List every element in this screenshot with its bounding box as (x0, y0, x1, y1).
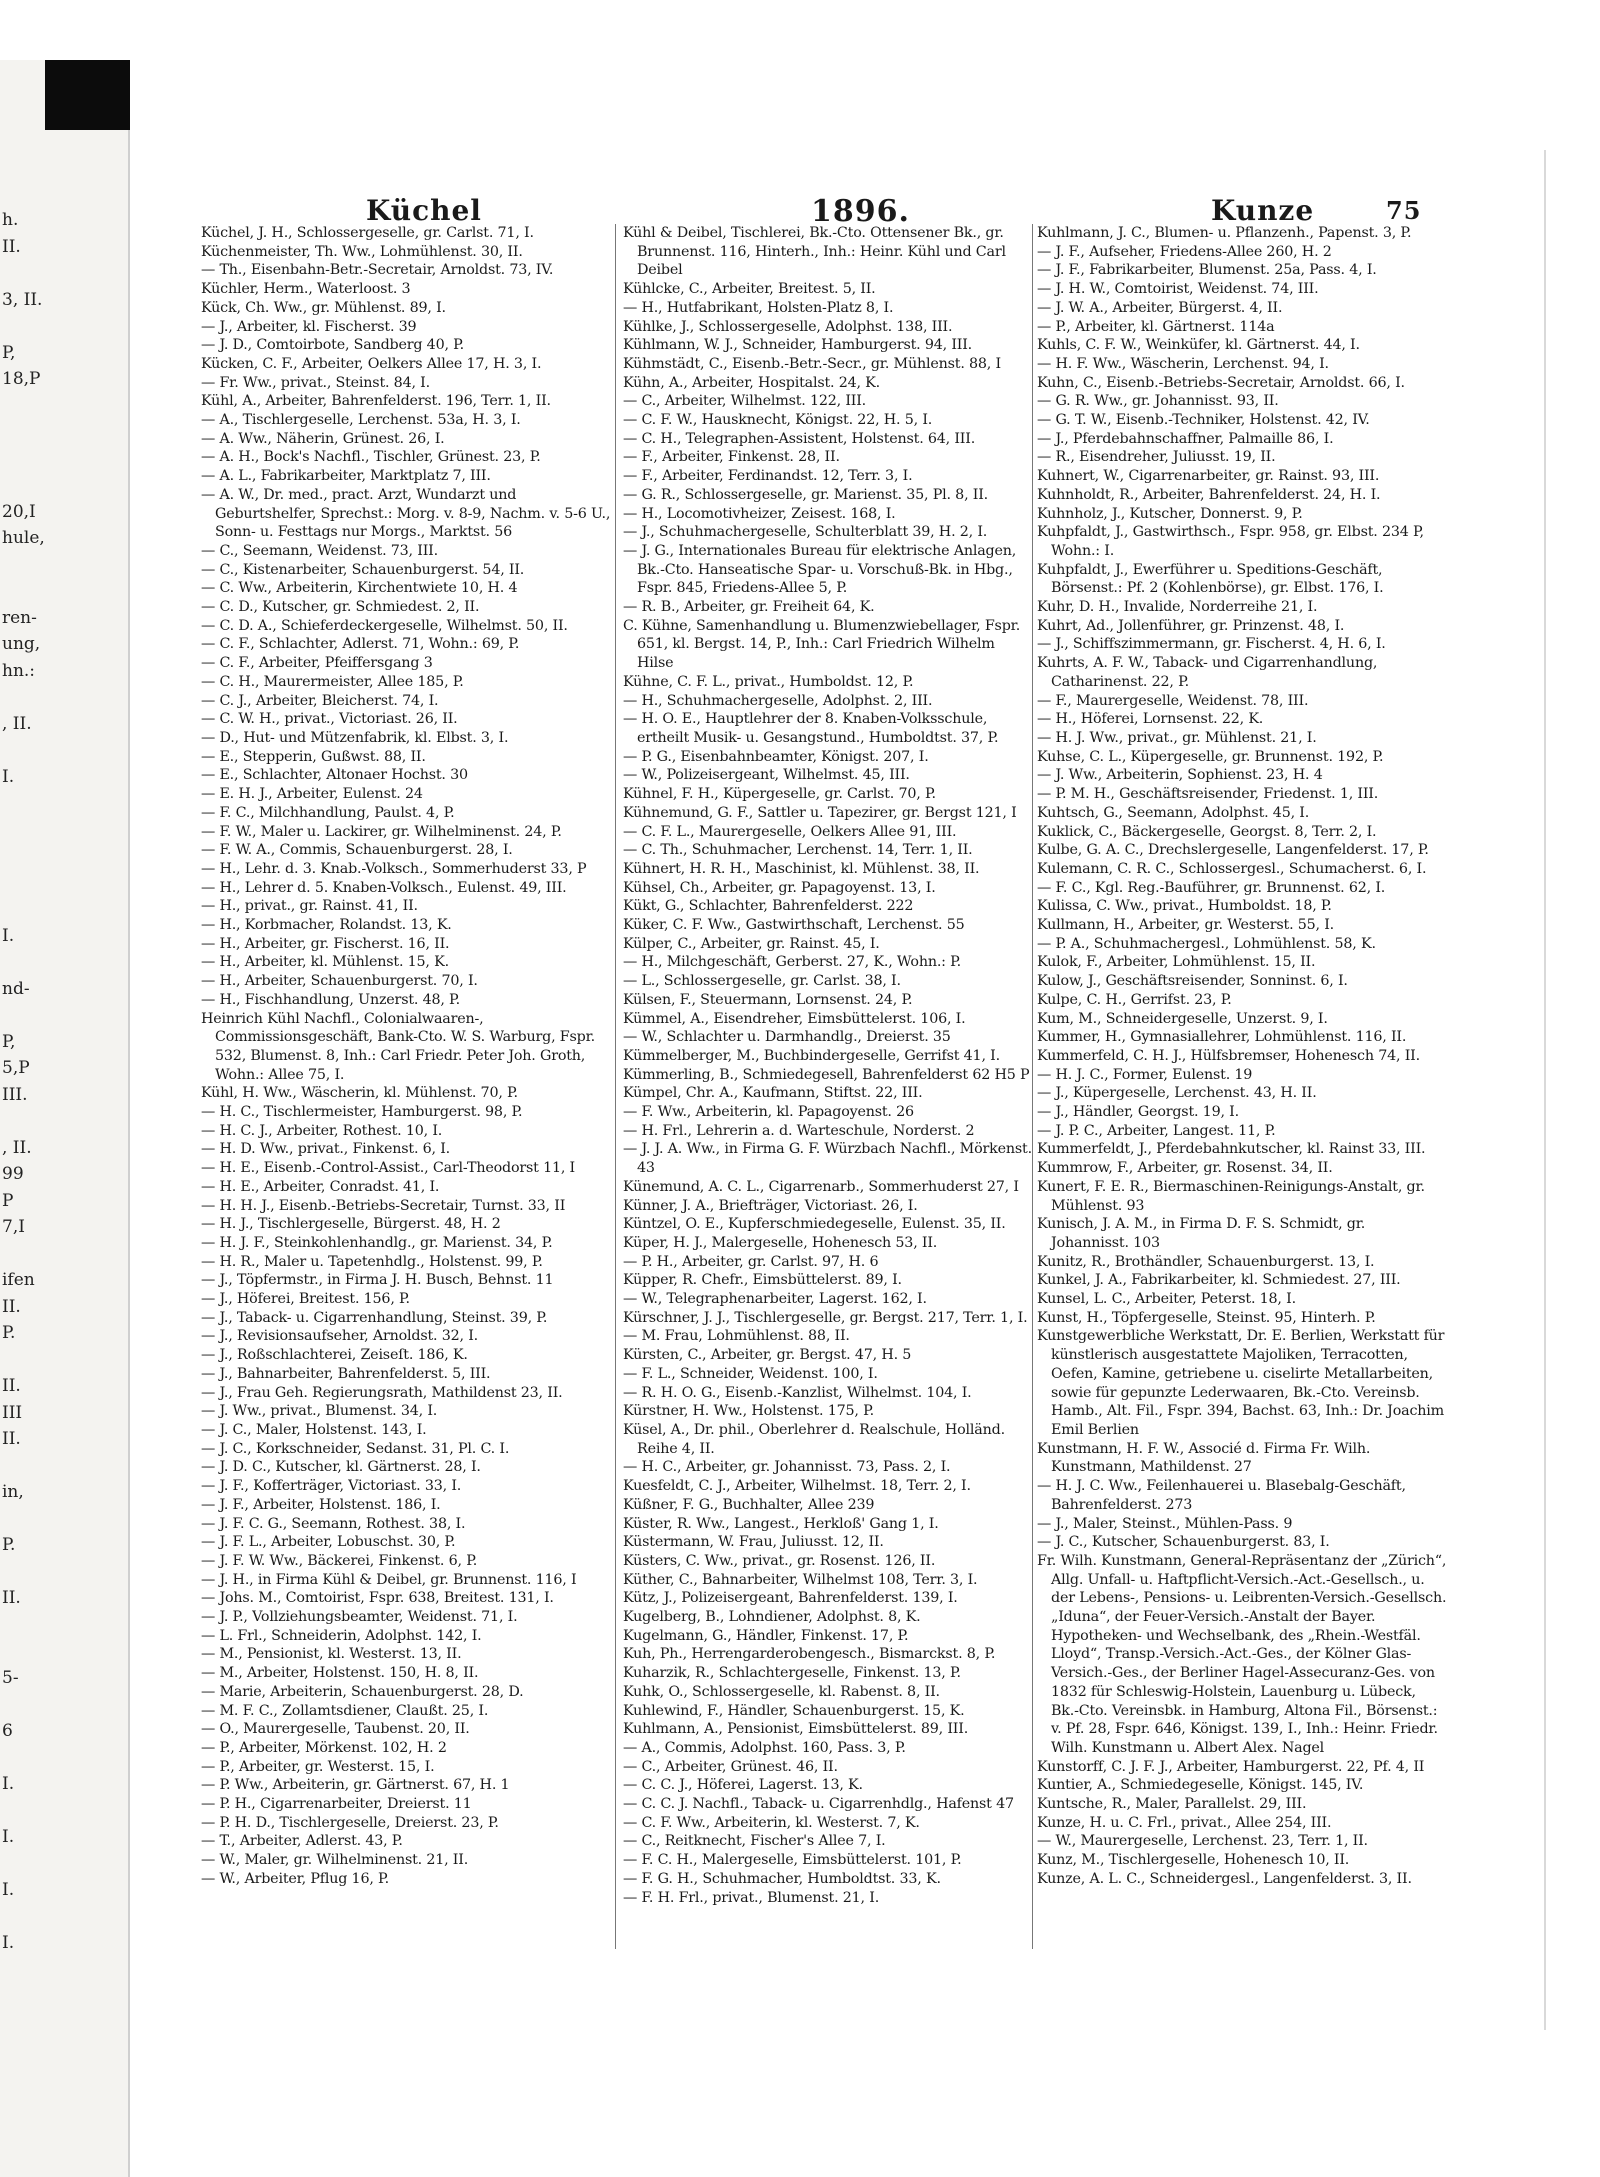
directory-entry: Kürstner, H. Ww., Holstenst. 175, P. (623, 1403, 874, 1420)
directory-entry: — P. H., Arbeiter, gr. Carlst. 97, H. 6 (623, 1253, 879, 1270)
left-page-fragment: II. (2, 236, 21, 257)
directory-entry: — C. F., Arbeiter, Pfeiffersgang 3 (201, 655, 433, 672)
directory-entry: Kuesfeldt, C. J., Arbeiter, Wilhelmst. 18, Terr. 2, I. (623, 1478, 971, 1495)
page-number: 75 (1386, 196, 1422, 225)
directory-entry: — H., Hutfabrikant, Holsten-Platz 8, I. (623, 299, 894, 316)
directory-entry: Kühlcke, C., Arbeiter, Breitest. 5, II. (623, 281, 876, 298)
directory-entry: Heinrich Kühl Nachfl., Colonialwaaren-, Commissionsgeschäft, Bank-Cto. W. S. Warburg, Fspr. 532, Blumenst. 8, Inh.: Carl Friedr. Peter Joh. Groth, Wohn.: Allee 75, I. (201, 1010, 595, 1083)
directory-entry: — J. G., Internationales Bureau für elektrische Anlagen, Bk.-Cto. Hanseatische Spar- u. Vorschuß-Bk. in Hbg., Fspr. 845, Friedens-Allee 5, P. (623, 542, 1017, 597)
directory-entry: — F. H. Frl., privat., Blumenst. 21, I. (623, 1889, 880, 1906)
directory-entry: Kühnel, F. H., Küpergeselle, gr. Carlst. 70, P. (623, 786, 936, 803)
directory-entry: Kunert, F. E. R., Biermaschinen-Reinigungs-Anstalt, gr. Mühlenst. 93 (1037, 1178, 1425, 1214)
directory-entry: — P., Arbeiter, kl. Gärtnerst. 114a (1037, 318, 1275, 335)
directory-entry: — J., Händler, Georgst. 19, I. (1037, 1104, 1239, 1121)
left-page-fragment: III. (2, 1084, 28, 1105)
directory-entry: — J. H. W., Comtoirist, Weidenst. 74, III. (1037, 281, 1319, 298)
directory-entry: — H., Arbeiter, Schauenburgerst. 70, I. (201, 973, 478, 990)
directory-entry: — W., Arbeiter, Pflug 16, P. (201, 1870, 389, 1887)
directory-entry: Küsters, C. Ww., privat., gr. Rosenst. 126, II. (623, 1552, 936, 1569)
directory-entry: Kükt, G., Schlachter, Bahrenfelderst. 222 (623, 898, 914, 915)
directory-entry: — M., Pensionist, kl. Westerst. 13, II. (201, 1646, 462, 1663)
page-edge (1544, 150, 1546, 2030)
left-page-fragment: hule, (2, 528, 45, 548)
directory-entry: Kuhnert, W., Cigarrenarbeiter, gr. Rainst. 93, III. (1037, 468, 1380, 485)
directory-entry: Kürsten, C., Arbeiter, gr. Bergst. 47, H. 5 (623, 1347, 912, 1364)
directory-entry: — T., Arbeiter, Adlerst. 43, P. (201, 1833, 403, 1850)
directory-entry: — J. F. C. G., Seemann, Rothest. 38, I. (201, 1515, 466, 1532)
left-page-fragment: , II. (2, 1137, 32, 1158)
directory-entry: Kühmstädt, C., Eisenb.-Betr.-Secr., gr. Mühlenst. 88, I (623, 355, 1001, 372)
left-page-fragment: nd- (2, 978, 30, 999)
directory-entry: Kuh, Ph., Herrengarderobengesch., Bismarckst. 8, P. (623, 1646, 996, 1663)
directory-entry: Kummerfeldt, J., Pferdebahnkutscher, kl. Rainst 33, III. (1037, 1141, 1426, 1158)
directory-entry: — P., Arbeiter, Mörkenst. 102, H. 2 (201, 1739, 447, 1756)
directory-entry: — F., Maurergeselle, Weidenst. 78, III. (1037, 692, 1309, 709)
directory-entry: — J. C., Kutscher, Schauenburgerst. 83, I. (1037, 1534, 1330, 1551)
left-page-fragment: I. (2, 925, 15, 946)
left-page-fragment: 20,I (2, 501, 36, 522)
left-page-fragment: P, (2, 1031, 16, 1052)
directory-entry: — R., Eisendreher, Juliusst. 19, II. (1037, 449, 1276, 466)
directory-entry: — C. F. Ww., Arbeiterin, kl. Westerst. 7, K. (623, 1814, 920, 1831)
directory-entry: — J., Pferdebahnschaffner, Palmaille 86, I. (1037, 430, 1334, 447)
directory-entry: — H. R., Maler u. Tapetenhdlg., Holstenst. 99, P. (201, 1253, 543, 1270)
directory-entry: — P., Arbeiter, gr. Westerst. 15, I. (201, 1758, 435, 1775)
directory-entry: — E. H. J., Arbeiter, Eulenst. 24 (201, 786, 423, 803)
directory-entry: — C., Seemann, Weidenst. 73, III. (201, 542, 438, 559)
directory-entry: Kürschner, J. J., Tischlergeselle, gr. Bergst. 217, Terr. 1, I. (623, 1309, 1028, 1326)
directory-entry: — J., Frau Geh. Regierungsrath, Mathildenst 23, II. (201, 1384, 563, 1401)
directory-entry: — H., Arbeiter, kl. Mühlenst. 15, K. (201, 954, 449, 971)
directory-entry: Küchenmeister, Th. Ww., Lohmühlenst. 30, II. (201, 243, 523, 260)
directory-entry: Kühne, C. F. L., privat., Humboldst. 12, P. (623, 673, 914, 690)
directory-entry: — J. W. A., Arbeiter, Bürgerst. 4, II. (1037, 299, 1283, 316)
directory-entry: Kühn, A., Arbeiter, Hospitalst. 24, K. (623, 374, 880, 391)
directory-entry: — J. F., Arbeiter, Holstenst. 186, I. (201, 1496, 441, 1513)
directory-entry: — P. A., Schuhmachergesl., Lohmühlenst. 58, K. (1037, 935, 1376, 952)
directory-entry: Küntzel, O. E., Kupferschmiedegeselle, Eulenst. 35, II. (623, 1216, 1006, 1233)
directory-entry: Fr. Wilh. Kunstmann, General-Repräsentanz der „Zürich“, Allg. Unfall- u. Haftpflicht-Versich.-Act.-Gesellsch., u. der Lebens-, Pensions- u. Leibrenten-Versich.-Gesellsch. „Iduna“, der Feuer-Versich.-Anstalt der Bayer. Hypotheken- und Wechselbank, des „Rhein.-Westfäl. Lloyd“, Transp.-Versich.-Act.-Ges., der Kölner Glas-Versich.-Ges., der Berliner Hagel-Assecuranz-Ges. von 1832 für Schleswig-Holstein, Lauenburg u. Lübeck, Bk.-Cto. Vereinsbk. in Hamburg, Altona Fil., Börsenst.: v. Pf. 28, Fspr. 646, Königst. 139, I., Inh.: Heinr. Friedr. Wilh. Kunstmann u. Albert Alex. Nagel (1037, 1552, 1447, 1756)
directory-entry: Kuhr, D. H., Invalide, Norderreihe 21, I. (1037, 599, 1318, 616)
directory-entry: — A., Tischlergeselle, Lerchenst. 53a, H. 3, I. (201, 412, 521, 429)
directory-entry: Kuntsche, R., Maler, Parallelst. 29, III. (1037, 1796, 1307, 1813)
directory-entry: Kugelmann, G., Händler, Finkenst. 17, P. (623, 1627, 909, 1644)
left-page-fragment: II. (2, 1376, 21, 1396)
directory-entry: — C. Th., Schuhmacher, Lerchenst. 14, Terr. 1, II. (623, 842, 973, 859)
directory-entry: — H. J. C. Ww., Feilenhauerei u. Blasebalg-Geschäft, Bahrenfelderst. 273 (1037, 1478, 1406, 1513)
directory-entry: — Marie, Arbeiterin, Schauenburgerst. 28, D. (201, 1683, 524, 1700)
directory-entry: — A. W., Dr. med., pract. Arzt, Wundarzt und Geburtshelfer, Sprechst.: Morg. v. 8-9, Nachm. v. 5-6 U., Sonn- u. Festtags nur Morgs., Marktst. 56 (201, 486, 611, 541)
directory-entry: — A. L., Fabrikarbeiter, Marktplatz 7, III. (201, 468, 491, 485)
directory-entry: — J. P. C., Arbeiter, Langest. 11, P. (1037, 1122, 1276, 1139)
left-page-fragment: I. (2, 1826, 15, 1847)
directory-entry: Külper, C., Arbeiter, gr. Rainst. 45, I. (623, 935, 880, 952)
directory-entry: — H., Locomotivheizer, Zeisest. 168, I. (623, 505, 896, 522)
directory-entry: — C. Ww., Arbeiterin, Kirchentwiete 10, H. 4 (201, 580, 518, 597)
directory-entry: Küchel, J. H., Schlossergeselle, gr. Carlst. 71, I. (201, 225, 534, 241)
directory-entry: — F., Arbeiter, Finkenst. 28, II. (623, 449, 840, 466)
directory-entry: Kütz, J., Polizeisergeant, Bahrenfelderst. 139, I. (623, 1590, 958, 1607)
directory-entry: Küster, R. Ww., Langest., Herkloß' Gang 1, I. (623, 1515, 939, 1532)
directory-entry: — C. D., Kutscher, gr. Schmiedest. 2, II. (201, 599, 480, 616)
directory-entry: — F. Ww., Arbeiterin, kl. Papagoyenst. 26 (623, 1104, 914, 1121)
left-page-fragment: 18,P (2, 369, 41, 389)
directory-entry: — H., Milchgeschäft, Gerberst. 27, K., Wohn.: P. (623, 954, 962, 971)
directory-entry: — J. Ww., privat., Blumenst. 34, I. (201, 1403, 438, 1420)
directory-entry: — P. Ww., Arbeiterin, gr. Gärtnerst. 67, H. 1 (201, 1777, 510, 1794)
scan-binding-shadow (45, 60, 130, 130)
directory-entry: — H. F. Ww., Wäscherin, Lerchenst. 94, I. (1037, 355, 1329, 372)
left-page-fragment: 6 (2, 1720, 13, 1741)
directory-entry: Kuhpfaldt, J., Gastwirthsch., Fspr. 958, gr. Elbst. 234 P, Wohn.: I. (1037, 524, 1424, 559)
directory-entry: — J. F. L., Arbeiter, Lobuschst. 30, P. (201, 1534, 456, 1551)
directory-entry: — C., Arbeiter, Wilhelmst. 122, III. (623, 393, 867, 410)
directory-entry: — J., Höferei, Breitest. 156, P. (201, 1291, 410, 1308)
directory-entry: — H. O. E., Hauptlehrer der 8. Knaben-Volksschule, ertheilt Musik- u. Gesangstund., Humboldtst. 37, P. (623, 711, 999, 746)
directory-entry: — C. J., Arbeiter, Bleicherst. 74, I. (201, 692, 439, 709)
header-left-keyword: Küchel (366, 194, 482, 227)
directory-entry: — F. W. A., Commis, Schauenburgerst. 28, I. (201, 842, 513, 859)
directory-entry: Kühlmann, W. J., Schneider, Hamburgerst. 94, III. (623, 337, 973, 354)
left-page-fragment: II. (2, 1588, 21, 1608)
directory-entry: Kunisch, J. A. M., in Firma D. F. S. Schmidt, gr. Johannisst. 103 (1037, 1216, 1366, 1251)
left-page-margin (0, 60, 130, 2177)
directory-entry: — C. H., Maurermeister, Allee 185, P. (201, 673, 464, 690)
directory-entry: — J. F. W. Ww., Bäckerei, Finkenst. 6, P. (201, 1552, 478, 1569)
directory-entry: Kühl & Deibel, Tischlerei, Bk.-Cto. Ottensener Bk., gr. Brunnenst. 116, Hinterh., Inh.: Heinr. Kühl und Carl Deibel (623, 225, 1006, 279)
directory-entry: — H., Lehr. d. 3. Knab.-Volksch., Sommerhuderst 33, P (201, 860, 587, 877)
directory-entry: Kühl, A., Arbeiter, Bahrenfelderst. 196, Terr. 1, II. (201, 393, 551, 410)
left-page-fragment: h. (2, 210, 19, 230)
directory-entry: — F. C., Milchhandlung, Paulst. 4, P. (201, 804, 455, 821)
directory-entry: — J., Arbeiter, kl. Fischerst. 39 (201, 318, 417, 335)
directory-entry: Kuhnholdt, R., Arbeiter, Bahrenfelderst. 24, H. I. (1037, 486, 1381, 503)
left-page-fragment: in, (2, 1482, 24, 1502)
column-divider (615, 224, 616, 1949)
directory-entry: — H. J. Ww., privat., gr. Mühlenst. 21, I. (1037, 729, 1317, 746)
left-page-fragment: ren- (2, 607, 37, 628)
directory-entry: Kuhse, C. L., Küpergeselle, gr. Brunnenst. 192, P. (1037, 748, 1384, 765)
directory-entry: Küstermann, W. Frau, Juliusst. 12, II. (623, 1534, 884, 1551)
left-page-fragment: hn.: (2, 660, 36, 681)
directory-entry: — O., Maurergeselle, Taubenst. 20, II. (201, 1721, 470, 1738)
directory-entry: — C. F., Schlachter, Adlerst. 71, Wohn.: 69, P. (201, 636, 520, 653)
directory-entry: Kunstorff, C. J. F. J., Arbeiter, Hamburgerst. 22, Pf. 4, II (1037, 1758, 1425, 1775)
directory-entry: — L., Schlossergeselle, gr. Carlst. 38, I. (623, 973, 901, 990)
directory-entry: — C., Arbeiter, Grünest. 46, II. (623, 1758, 838, 1775)
directory-entry: Kunstgewerbliche Werkstatt, Dr. E. Berlien, Werkstatt für künstlerisch ausgestattete Majoliken, Terracotten, Oefen, Kamine, getriebene u. ciselirte Metallarbeiten, sowie für gepunzte Lederwaaren, Bk.-Cto. Vereinsb. Hamb., Alt. Fil., Fspr. 394, Bachst. 63, Inh.: Dr. Joachim Emil Berlien (1037, 1328, 1445, 1438)
directory-entry: Kunst, H., Töpfergeselle, Steinst. 95, Hinterh. P. (1037, 1309, 1376, 1326)
directory-entry: Kuhpfaldt, J., Ewerführer u. Speditions-Geschäft, Börsenst.: Pf. 2 (Kohlenbörse), gr. Elbst. 176, I. (1037, 561, 1384, 597)
directory-entry: Kulpe, C. H., Gerrifst. 23, P. (1037, 991, 1232, 1008)
directory-entry: Kuhnholz, J., Kutscher, Donnerst. 9, P. (1037, 505, 1303, 522)
directory-entry: Küther, C., Bahnarbeiter, Wilhelmst 108, Terr. 3, I. (623, 1571, 978, 1588)
directory-entry: — P. H., Cigarrenarbeiter, Dreierst. 11 (201, 1796, 472, 1813)
directory-entry: C. Kühne, Samenhandlung u. Blumenzwiebellager, Fspr. 651, kl. Bergst. 14, P., Inh.: Carl Friedrich Wilhelm Hilse (623, 617, 1021, 672)
directory-entry: — F. W., Maler u. Lackirer, gr. Wilhelminenst. 24, P. (201, 823, 562, 840)
left-page-fragment: P (2, 1190, 14, 1211)
left-page-fragment: 5- (2, 1667, 19, 1688)
directory-entry: Kulbe, G. A. C., Drechslergeselle, Langenfelderst. 17, P. (1037, 842, 1429, 859)
left-page-fragment: 3, II. (2, 289, 43, 310)
directory-entry: Kücken, C. F., Arbeiter, Oelkers Allee 17, H. 3, I. (201, 355, 542, 372)
directory-entry: — F. C. H., Malergeselle, Eimsbüttelerst. 101, P. (623, 1852, 962, 1869)
directory-entry: Kück, Ch. Ww., gr. Mühlenst. 89, I. (201, 299, 446, 316)
left-page-fragment: 7,I (2, 1217, 25, 1237)
directory-entry: Küsel, A., Dr. phil., Oberlehrer d. Realschule, Holländ. Reihe 4, II. (623, 1422, 1005, 1457)
directory-entry: — J. J. A. Ww., in Firma G. F. Würzbach Nachfl., Mörkenst. 43 (623, 1141, 1032, 1177)
directory-entry: Kullmann, H., Arbeiter, gr. Westerst. 55, I. (1037, 917, 1335, 934)
directory-column-3 (1037, 224, 1447, 2024)
directory-entry: Künner, J. A., Briefträger, Victoriast. 26, I. (623, 1197, 918, 1214)
directory-entry: — H. D. Ww., privat., Finkenst. 6, I. (201, 1141, 451, 1158)
directory-entry: — W., Maurergeselle, Lerchenst. 23, Terr. 1, II. (1037, 1833, 1368, 1850)
left-page-fragment: 5,P (2, 1058, 30, 1078)
left-page-fragment: III (2, 1402, 23, 1423)
directory-entry: Kunz, M., Tischlergeselle, Hohenesch 10, II. (1037, 1852, 1350, 1869)
directory-entry: Kuhk, O., Schlossergeselle, kl. Rabenst. 8, II. (623, 1683, 940, 1700)
directory-entry: — J., Maler, Steinst., Mühlen-Pass. 9 (1037, 1515, 1293, 1532)
left-page-fragment: ung, (2, 634, 41, 654)
directory-entry: — J. P., Vollziehungsbeamter, Weidenst. 71, I. (201, 1609, 518, 1626)
directory-entry: Kulemann, C. R. C., Schlossergesl., Schumacherst. 6, I. (1037, 860, 1427, 877)
directory-entry: Kulok, F., Arbeiter, Lohmühlenst. 15, II. (1037, 954, 1316, 971)
directory-entry: — J. F., Fabrikarbeiter, Blumenst. 25a, Pass. 4, I. (1037, 262, 1377, 279)
directory-entry: — E., Schlachter, Altonaer Hochst. 30 (201, 767, 468, 784)
directory-entry: Kulissa, C. Ww., privat., Humboldst. 18, P. (1037, 898, 1332, 915)
directory-entry: Küchler, Herm., Waterloost. 3 (201, 281, 411, 298)
directory-entry: Kunkel, J. A., Fabrikarbeiter, kl. Schmiedest. 27, III. (1037, 1272, 1401, 1289)
directory-entry: — C. W. H., privat., Victoriast. 26, II. (201, 711, 458, 728)
directory-entry: Kunsel, L. C., Arbeiter, Peterst. 18, I. (1037, 1291, 1296, 1308)
directory-entry: Küper, H. J., Malergeselle, Hohenesch 53, II. (623, 1234, 938, 1251)
left-page-fragment: , II. (2, 713, 32, 734)
directory-entry: — J., Schiffszimmermann, gr. Fischerst. 4, H. 6, I. (1037, 636, 1386, 653)
directory-entry: — H. E., Eisenb.-Control-Assist., Carl-Theodorst 11, I (201, 1160, 575, 1177)
directory-entry: — M., Arbeiter, Holstenst. 150, H. 8, II. (201, 1665, 479, 1682)
directory-entry: Kühsel, Ch., Arbeiter, gr. Papagoyenst. 13, I. (623, 879, 936, 896)
directory-entry: — W., Schlachter u. Darmhandlg., Dreierst. 35 (623, 1029, 951, 1046)
directory-entry: — J. D., Comtoirbote, Sandberg 40, P. (201, 337, 465, 354)
directory-entry: Kühnert, H. R. H., Maschinist, kl. Mühlenst. 38, II. (623, 860, 980, 877)
directory-entry: — R. H. O. G., Eisenb.-Kanzlist, Wilhelmst. 104, I. (623, 1384, 972, 1401)
directory-entry: Küker, C. F. Ww., Gastwirthschaft, Lerchenst. 55 (623, 917, 965, 934)
directory-entry: — F. G. H., Schuhmacher, Humboldtst. 33, K. (623, 1870, 941, 1887)
directory-entry: — H. C., Tischlermeister, Hamburgerst. 98, P. (201, 1104, 523, 1121)
directory-entry: — C. C. J., Höferei, Lagerst. 13, K. (623, 1777, 863, 1794)
directory-entry: Kuhn, C., Eisenb.-Betriebs-Secretair, Arnoldst. 66, I. (1037, 374, 1405, 391)
directory-entry: — H., Höferei, Lornsenst. 22, K. (1037, 711, 1264, 728)
directory-entry: — J., Roßschlachterei, Zeiseſt. 186, K. (201, 1347, 468, 1364)
directory-page (131, 152, 1551, 2052)
left-page-fragment: II. (2, 1429, 21, 1449)
directory-entry: — H., Fischhandlung, Unzerst. 48, P. (201, 991, 460, 1008)
directory-entry: — H., Korbmacher, Rolandst. 13, K. (201, 917, 452, 934)
directory-entry: Kuhrts, A. F. W., Taback- und Cigarrenhandlung, Catharinenst. 22, P. (1037, 655, 1378, 690)
directory-entry: — C. C. J. Nachfl., Taback- u. Cigarrenhdlg., Hafenst 47 (623, 1796, 1014, 1813)
left-page-fragment: I. (2, 1773, 15, 1794)
directory-entry: Kuhlewind, F., Händler, Schauenburgerst. 15, K. (623, 1702, 965, 1719)
directory-entry: — M. F. C., Zollamtsdiener, Claußt. 25, I. (201, 1702, 489, 1719)
directory-entry: — C. F. W., Hausknecht, Königst. 22, H. 5, I. (623, 412, 933, 429)
directory-entry: Kunstmann, H. F. W., Associé d. Firma Fr. Wilh. Kunstmann, Mathildenst. 27 (1037, 1440, 1371, 1476)
directory-entry: Kum, M., Schneidergeselle, Unzerst. 9, I. (1037, 1010, 1328, 1027)
directory-entry: — H. Frl., Lehrerin a. d. Warteschule, Norderst. 2 (623, 1122, 975, 1139)
left-page-fragment: P. (2, 1535, 16, 1555)
directory-entry: — G. R. Ww., gr. Johannisst. 93, II. (1037, 393, 1279, 410)
directory-entry: Kümmerling, B., Schmiedegesell, Bahrenfelderst 62 H5 P (623, 1066, 1030, 1083)
directory-entry: Kunitz, R., Brothändler, Schauenburgerst. 13, I. (1037, 1253, 1375, 1270)
directory-entry: — A. Ww., Näherin, Grünest. 26, I. (201, 430, 445, 447)
directory-entry: — J. H., in Firma Kühl & Deibel, gr. Brunnenst. 116, I (201, 1571, 577, 1588)
directory-entry: — J. C., Maler, Holstenst. 143, I. (201, 1422, 427, 1438)
header-year: 1896. (811, 194, 910, 229)
directory-entry: — J., Schuhmachergeselle, Schulterblatt 39, H. 2, I. (623, 524, 988, 541)
directory-entry: Kunze, H. u. C. Frl., privat., Allee 254, III. (1037, 1814, 1332, 1831)
directory-entry: — J., Küpergeselle, Lerchenst. 43, H. II. (1037, 1085, 1317, 1102)
directory-entry: Kuhlmann, J. C., Blumen- u. Pflanzenh., Papenst. 3, P. (1037, 225, 1412, 241)
directory-entry: — R. B., Arbeiter, gr. Freiheit 64, K. (623, 599, 875, 616)
directory-entry: — C. F. L., Maurergeselle, Oelkers Allee 91, III. (623, 823, 957, 840)
left-page-fragment: II. (2, 1296, 21, 1317)
directory-entry: — F., Arbeiter, Ferdinandst. 12, Terr. 3, I. (623, 468, 913, 485)
directory-entry: Kuharzik, R., Schlachtergeselle, Finkenst. 13, P. (623, 1665, 961, 1682)
directory-entry: Kuhls, C. F. W., Weinküfer, kl. Gärtnerst. 44, I. (1037, 337, 1360, 354)
directory-entry: — H. H. J., Eisenb.-Betriebs-Secretair, Turnst. 33, II (201, 1197, 566, 1214)
left-page-fragment: P, (2, 342, 16, 363)
left-page-fragment: I. (2, 1879, 15, 1900)
directory-entry: — H. J. C., Former, Eulenst. 19 (1037, 1066, 1253, 1083)
directory-entry: Kuhtsch, G., Seemann, Adolphst. 45, I. (1037, 804, 1310, 821)
directory-entry: Kummer, H., Gymnasiallehrer, Lohmühlenst. 116, II. (1037, 1029, 1407, 1046)
directory-entry: — H. E., Arbeiter, Conradst. 41, I. (201, 1178, 440, 1195)
directory-entry: — G. T. W., Eisenb.-Techniker, Holstenst. 42, IV. (1037, 412, 1370, 429)
directory-entry: — H. J. F., Steinkohlenhandlg., gr. Marienst. 34, P. (201, 1234, 553, 1251)
directory-entry: Kunze, A. L. C., Schneidergesl., Langenfelderst. 3, II. (1037, 1870, 1412, 1887)
directory-entry: — H. C., Arbeiter, gr. Johannisst. 73, Pass. 2, I. (623, 1459, 951, 1476)
directory-entry: — J., Bahnarbeiter, Bahrenfelderst. 5, III. (201, 1365, 491, 1382)
directory-entry: — A., Commis, Adolphst. 160, Pass. 3, P. (623, 1739, 906, 1756)
directory-entry: — J., Revisionsaufseher, Arnoldst. 32, I. (201, 1328, 479, 1345)
directory-entry: — Th., Eisenbahn-Betr.-Secretair, Arnoldst. 73, IV. (201, 262, 554, 279)
directory-entry: — P. M. H., Geschäftsreisender, Friedenst. 1, III. (1037, 786, 1379, 803)
directory-entry: — H. C. J., Arbeiter, Rothest. 10, I. (201, 1122, 443, 1139)
directory-entry: — F. C., Kgl. Reg.-Bauführer, gr. Brunnenst. 62, I. (1037, 879, 1386, 896)
directory-entry: — J., Taback- u. Cigarrenhandlung, Steinst. 39, P. (201, 1309, 548, 1326)
left-page-fragment: 99 (2, 1164, 24, 1184)
directory-entry: Kummrow, F., Arbeiter, gr. Rosenst. 34, II. (1037, 1160, 1333, 1177)
directory-entry: — J., Töpfermstr., in Firma J. H. Busch, Behnst. 11 (201, 1272, 554, 1289)
header-right-keyword: Kunze (1211, 194, 1315, 227)
directory-column-2 (623, 224, 1035, 2024)
directory-entry: Kuhlmann, A., Pensionist, Eimsbüttelerst. 89, III. (623, 1721, 969, 1738)
directory-entry: — J. Ww., Arbeiterin, Sophienst. 23, H. 4 (1037, 767, 1323, 784)
directory-entry: Kühl, H. Ww., Wäscherin, kl. Mühlenst. 70, P. (201, 1085, 518, 1102)
directory-entry: — C. D. A., Schieferdeckergeselle, Wilhelmst. 50, II. (201, 617, 568, 634)
directory-entry: — M. Frau, Lohmühlenst. 88, II. (623, 1328, 850, 1345)
directory-entry: Kuntier, A., Schmiedegeselle, Königst. 145, IV. (1037, 1777, 1364, 1794)
directory-entry: — G. R., Schlossergeselle, gr. Marienst. 35, Pl. 8, II. (623, 486, 989, 503)
directory-entry: Külsen, F., Steuermann, Lornsenst. 24, P. (623, 991, 913, 1008)
directory-entry: Kummerfeld, C. H. J., Hülfsbremser, Hohenesch 74, II. (1037, 1047, 1420, 1064)
left-page-fragment: I. (2, 766, 15, 787)
directory-entry: — C. H., Telegraphen-Assistent, Holstenst. 64, III. (623, 430, 976, 447)
left-page-fragment: P. (2, 1323, 16, 1343)
directory-entry: Kulow, J., Geschäftsreisender, Sonninst. 6, I. (1037, 973, 1348, 990)
directory-entry: — J. F., Kofferträger, Victoriast. 33, I. (201, 1478, 462, 1495)
directory-entry: Kümmelberger, M., Buchbindergeselle, Gerrifst 41, I. (623, 1047, 1000, 1064)
directory-entry: — L. Frl., Schneiderin, Adolphst. 142, I. (201, 1627, 482, 1644)
directory-entry: Kühlke, J., Schlossergeselle, Adolphst. 138, III. (623, 318, 953, 335)
directory-entry: Kühnemund, G. F., Sattler u. Tapezirer, gr. Bergst 121, I (623, 804, 1017, 821)
directory-entry: — E., Stepperin, Gußwst. 88, II. (201, 748, 426, 765)
left-page-fragment: ifen (2, 1270, 35, 1290)
directory-entry: — W., Polizeisergeant, Wilhelmst. 45, III. (623, 767, 910, 784)
directory-entry: Künemund, A. C. L., Cigarrenarb., Sommerhuderst 27, I (623, 1178, 1019, 1195)
directory-entry: — H. J., Tischlergeselle, Bürgerst. 48, H. 2 (201, 1216, 501, 1233)
directory-entry: — H., Lehrer d. 5. Knaben-Volksch., Eulenst. 49, III. (201, 879, 567, 896)
directory-entry: — P. H. D., Tischlergeselle, Dreierst. 23, P. (201, 1814, 499, 1831)
directory-entry: — C., Kistenarbeiter, Schauenburgerst. 54, II. (201, 561, 525, 578)
page-header (131, 194, 1551, 229)
directory-entry: — P. G., Eisenbahnbeamter, Königst. 207, I. (623, 748, 929, 765)
directory-column-1 (201, 224, 611, 2024)
directory-entry: — J. D. C., Kutscher, kl. Gärtnerst. 28, I. (201, 1459, 481, 1476)
directory-entry: — W., Telegraphenarbeiter, Lagerst. 162, I. (623, 1291, 927, 1308)
directory-entry: — J. F., Aufseher, Friedens-Allee 260, H. 2 (1037, 243, 1332, 260)
directory-entry: — H., Schuhmachergeselle, Adolphst. 2, III. (623, 692, 933, 709)
directory-entry: — W., Maler, gr. Wilhelminenst. 21, II. (201, 1852, 469, 1869)
directory-entry: Küpper, R. Chefr., Eimsbüttelerst. 89, I. (623, 1272, 902, 1289)
directory-entry: — F. L., Schneider, Weidenst. 100, I. (623, 1365, 878, 1382)
directory-entry: — H., Arbeiter, gr. Fischerst. 16, II. (201, 935, 450, 952)
directory-entry: — Fr. Ww., privat., Steinst. 84, I. (201, 374, 430, 391)
directory-entry: Kümmel, A., Eisendreher, Eimsbüttelerst. 106, I. (623, 1010, 966, 1027)
directory-entry: — D., Hut- und Mützenfabrik, kl. Elbst. 3, I. (201, 729, 509, 746)
directory-entry: Kuhrt, Ad., Jollenführer, gr. Prinzenst. 48, I. (1037, 617, 1345, 634)
directory-entry: — A. H., Bock's Nachfl., Tischler, Grünest. 23, P. (201, 449, 541, 466)
directory-entry: Küßner, F. G., Buchhalter, Allee 239 (623, 1496, 875, 1513)
directory-entry: — H., privat., gr. Rainst. 41, II. (201, 898, 418, 915)
directory-entry: — J. C., Korkschneider, Sedanst. 31, Pl. C. I. (201, 1440, 510, 1457)
directory-entry: — C., Reitknecht, Fischer's Allee 7, I. (623, 1833, 886, 1850)
directory-entry: Kümpel, Chr. A., Kaufmann, Stiftst. 22, III. (623, 1085, 923, 1102)
left-page-fragment: I. (2, 1932, 15, 1953)
directory-entry: — Johs. M., Comtoirist, Fspr. 638, Breitest. 131, I. (201, 1590, 554, 1607)
directory-entry: Kugelberg, B., Lohndiener, Adolphst. 8, K. (623, 1609, 921, 1626)
directory-entry: Kuklick, C., Bäckergeselle, Georgst. 8, Terr. 2, I. (1037, 823, 1377, 840)
